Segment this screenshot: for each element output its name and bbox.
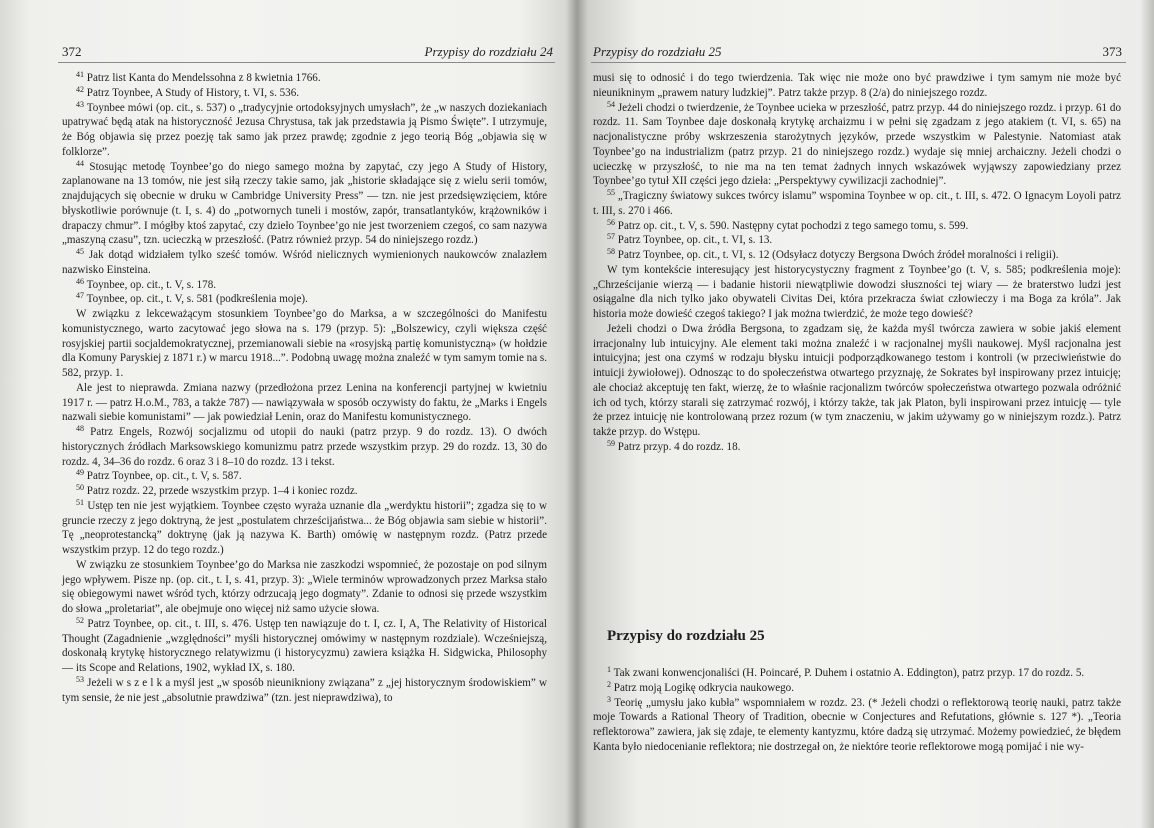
footnote-text: Teorię „umysłu jako kubła” wspomniałem w rozdz. 23. (* Jeżeli chodzi o reflektorową teorię nauki, patrz także moje Towards a Rational Theory of Tradition, obecnie w Conjectures and Refutations, głównie s. 127 *). „Teoria reflektorowa” zawiera, jak się zdaje, te elementy kantyzmu, które dadzą się utrzymać. Możemy powiedzieć, że błędem Kanta było niedocenianie reflektora; nie dostrzegał on, że niektóre teorie reflektorowe mogą pomijać i nie wy- bbox=[593, 696, 1121, 753]
header-rule bbox=[58, 62, 555, 63]
footnote bbox=[62, 499, 547, 558]
footnote-text: musi się to odnosić i do tego twierdzenia. Tak więc nie może ono być prawdziwe i tym samym nie może być nieunikninym „prawem natury ludzkiej”. Patrz także przyp. 8 (2/a) do niniejszego rozdz. bbox=[593, 72, 1121, 99]
footnote-text: Patrz Toynbee, op. cit., t. III, s. 476. Ustęp ten nawiązuje do t. I, cz. I, A, The Relativity of Historical Thought (Zagadnienie „względności” myśli historycznej omówimy w następnym rozdziale). Wcześniejszą, doskonałą krytykę historycznego relatywizmu (i historycyzmu) zawiera książka H. Sidgwicka, Philosophy — its Scope and Relations, 1902, wykład IX, s. 180. bbox=[62, 617, 547, 674]
footnote-text: Patrz Toynbee, A Study of History, t. VI, s. 536. bbox=[84, 86, 300, 99]
footnote bbox=[62, 425, 547, 469]
footnote bbox=[62, 278, 547, 293]
footnote-text: Tak zwani konwencjonaliści (H. Poincaré, P. Duhem i ostatnio A. Eddington), patrz przyp. 17 do rozdz. 5. bbox=[611, 667, 1085, 679]
footnote-number: 51 bbox=[76, 497, 84, 507]
footnote-text: Toynbee, op. cit., t. V, s. 178. bbox=[84, 278, 217, 291]
footnote-text: Jeżeli chodzi o Dwa źródła Bergsona, to zgadzam się, że każda myśl twórcza zawiera w sobie jakiś element irracjonalny lub intuicyjny. Ale element taki można znaleźć i w racjonalnej myśli naukowej. Myśl racjonalna jest intuicyjna; jest ona czymś w rodzaju błysku intuicji podporządkowanego testom i kontroli (w przeciwieństwie do intuicji żywiołowej). Odnosząc to do społeczeństwa otwartego przyznaję, że Sokrates był inspirowany przez intuicję; ale chociaż akceptuję ten fakt, wierzę, że to właśnie racjonalizm twórców społeczeństwa otwartego pozwala odróżnić ich od tych, którzy starali się zatrzymać rozwój, i którzy także, tak jak Platon, byli inspirowani przez intuicję — tyle że przez intuicję nie kontrolowaną przez rozum (w tym znaczeniu, w jakim używamy go w niniejszym rozdz.). Patrz także przyp. do Wstępu. bbox=[593, 322, 1121, 438]
footnote-text: Patrz list Kanta do Mendelssohna z 8 kwietnia 1766. bbox=[84, 72, 321, 84]
footnote bbox=[62, 248, 547, 278]
footnote-text: Patrz przyp. 4 do rozdz. 18. bbox=[615, 440, 741, 453]
page-number: 373 bbox=[1102, 44, 1122, 59]
chapter-heading: Przypisy do rozdziału 25 bbox=[607, 628, 765, 644]
footnote-text: Stosując metodę Toynbee’go do niego samego można by zapytać, czy jego A Study of History, zaplanowane na 13 tomów, nie jest siłą rzeczy takie samo, jak „historie składające się z wielu serii tomów, znajdujących się obecnie w druku w Cambridge University Press” — tzn. nie jest przedsięwzięciem, które błyskotliwie porównuje (t. I, s. 4) do „potwornych tuneli i mostów, zapór, transatlantyków, krążowników i drapaczy chmur”. I mógłby ktoś zapytać, czy dzieło Toynbee’go nie jest tworzeniem czegoś, co sam nazywa „maszyną czasu”, tzn. ucieczką w przeszłość. (Patrz również przyp. 54 do niniejszego rozdz.) bbox=[62, 160, 547, 247]
footnote bbox=[593, 189, 1121, 219]
footnote-number: 42 bbox=[76, 84, 84, 94]
footnote-number: 41 bbox=[76, 70, 84, 79]
footnote bbox=[593, 101, 1121, 190]
footnote-paragraph bbox=[593, 71, 1121, 101]
footnote-number: 55 bbox=[607, 188, 615, 197]
footnote-text: Ustęp ten nie jest wyjątkiem. Toynbee często wyraża uznanie dla „werdyktu historii”; zgadza się to w gruncie rzeczy z jego doktryną, że jest „postulatem chrześcijaństwa... że Bóg objawia sam siebie w historii”. Tę „neoprotestancką” doktrynę (jak ją nazywa K. Barth) omówię w następnym rozdz. (Patrz przede wszystkim przyp. 12 do tego rozdz.) bbox=[62, 499, 547, 556]
footnote bbox=[62, 484, 547, 499]
footnote-text: Patrz Toynbee, op. cit., t. VI, s. 13. bbox=[615, 234, 773, 247]
footnote bbox=[62, 71, 547, 86]
footnote-number: 46 bbox=[76, 276, 84, 286]
footnote-number: 45 bbox=[76, 247, 84, 256]
left-page-text bbox=[62, 71, 547, 705]
footnote-text: „Tragiczny światowy sukces twórcy islamu” wspomina Toynbee w op. cit., t. III, s. 472. O Ignacym Loyoli patrz t. III, s. 270 i 466. bbox=[593, 190, 1121, 217]
right-page-text bbox=[593, 71, 1121, 455]
footnote bbox=[593, 219, 1121, 234]
footnote-number: 48 bbox=[76, 424, 84, 433]
footnote-text: W związku z lekceważącym stosunkiem Toynbee’go do Marksa, a w szczególności do Manifestu komunistycznego, warto zacytować jego słowa na s. 179 (przyp. 5): „Bolszewicy, czyli większa część rosyjskiej partii socjaldemokratycznej, przemianowali siebie na «rosyjską partię komunistyczną» (w hołdzie dla Komuny Paryskiej z 1871 r.) w marcu 1918...”. Podobną uwagę można znaleźć w tym samym tomie na s. 582, przyp. 1. bbox=[62, 308, 547, 379]
footnote-number: 52 bbox=[76, 615, 84, 625]
footnote-text: Patrz moją Logikę odkrycia naukowego. bbox=[611, 681, 794, 694]
page-number: 372 bbox=[62, 44, 82, 59]
footnote-text: W tym kontekście interesujący jest historycystyczny fragment z Toynbee’go (t. V, s. 585; podkreślenia moje): „Chrześcijanie wierzą — i badanie historii niewątpliwie dowodzi słuszności tej wiary — że braterstwo ludzi jest osiągalne dla nich tylko jako obywateli Civitas Dei, która przekracza świat człowieczy i ma Boga za króla”. Jak historia może dowieść czegoś takiego? I jak można twierdzić, że może tego dowieść? bbox=[593, 263, 1121, 320]
footnote-number: 43 bbox=[76, 99, 84, 109]
footnote-paragraph bbox=[62, 307, 547, 381]
footnote bbox=[593, 248, 1121, 263]
footnote-number: 54 bbox=[607, 99, 615, 109]
footnote-text: Patrz rozdz. 22, przede wszystkim przyp. 1–4 i koniec rozdz. bbox=[84, 485, 358, 497]
footnote-text: Jak dotąd widziałem tylko sześć tomów. Wśród nielicznych wymienionych naukowców znalazłem nazwisko Einsteina. bbox=[62, 249, 547, 276]
footnote-number: 2 bbox=[607, 679, 611, 689]
footnote-paragraph bbox=[62, 558, 547, 617]
footnote-number: 59 bbox=[607, 438, 615, 448]
footnote bbox=[62, 469, 547, 484]
footnote-number: 58 bbox=[607, 247, 615, 256]
footnote bbox=[62, 617, 547, 676]
footnote-number: 1 bbox=[607, 665, 611, 674]
footnote-number: 49 bbox=[76, 468, 84, 478]
footnote-number: 47 bbox=[76, 291, 84, 301]
footnote bbox=[593, 681, 1121, 696]
footnote bbox=[62, 292, 547, 307]
right-page bbox=[577, 0, 1154, 828]
footnote-number: 57 bbox=[607, 232, 615, 242]
footnote-paragraph bbox=[62, 381, 547, 425]
footnote-text: Patrz Toynbee, op. cit., t. VI, s. 12 (Odsyłacz dotyczy Bergsona Dwóch źródeł moralności i religii). bbox=[615, 249, 1059, 261]
footnote bbox=[593, 440, 1121, 455]
footnote bbox=[593, 666, 1121, 681]
running-title: Przypisy do rozdziału 25 bbox=[593, 44, 722, 59]
footnote-text: Patrz op. cit., t. V, s. 590. Następny cytat pochodzi z tego samego tomu, s. 599. bbox=[615, 219, 969, 232]
footnote bbox=[62, 86, 547, 101]
footnote bbox=[62, 160, 547, 249]
footnote-text: Jeżeli chodzi o twierdzenie, że Toynbee ucieka w przeszłość, patrz przyp. 44 do niniejszego rozdz. i przyp. 61 do rozdz. 11. Sam Toynbee daje doskonałą krytykę archaizmu i w pełni się zgadzam z jego atakiem (t. VI, s. 65) na nacjonalistyczne próby wskrzeszenia starożytnych języków, przede wszystkim w Palestynie. Natomiast atak Toynbee’go na industrializm (patrz przyp. 21 do niniejszego rozdz.) wydaje się mniej archaiczny. Jeżeli chodzi o ucieczkę w przyszłość, to nie ma na ten temat żadnych innych wskazówek wyjąwszy zapowiedziany przez Toynbee’go tytuł XII części jego dzieła: „Perspektywy cywilizacji zachodniej”. bbox=[593, 101, 1121, 188]
footnote-text: W związku ze stosunkiem Toynbee’go do Marksa nie zaszkodzi wspomnieć, że pozostaje on pod silnym jego wpływem. Pisze np. (op. cit., t. I, s. 41, przyp. 3): „Wiele terminów wprowadzonych przez Marksa stało się obiegowymi nawet wśród tych, którzy odrzucają jego dogmaty”. Zdanie to odnosi się przede wszystkim do słowa „proletariat”, ale obejmuje ono więcej niż samo użycie słowa. bbox=[62, 558, 547, 615]
footnote-number: 56 bbox=[607, 217, 615, 227]
chapter-notes-text bbox=[593, 666, 1121, 755]
footnote-text: Toynbee mówi (op. cit., s. 537) o „tradycyjnie ortodoksyjnych umysłach”, że „w naszych doziekaniach upatrywać będą atak na historyczność Jezusa Chrystusa, tak jak przedstawia ją Pismo Święte”. I utrzymuje, że Bóg objawia się przez poezję tak samo jak przez prawdę; zgodnie z jego teorią Bóg „objawia się w folklorze”. bbox=[62, 101, 547, 158]
footnote-number: 53 bbox=[76, 674, 84, 684]
footnote bbox=[593, 696, 1121, 755]
footnote bbox=[62, 676, 547, 706]
footnote-text: Ale jest to nieprawda. Zmiana nazwy (przedłożona przez Lenina na konferencji partyjnej w kwietniu 1917 r. — patrz H.o.M., 783, a także 787) — nawiązywała w sposób oczywisty do faktu, że „Marks i Engels nazwali siebie komunistami” — jak powiedział Lenin, oraz do Manifestu komunistycznego. bbox=[62, 381, 547, 424]
footnote-number: 50 bbox=[76, 483, 84, 492]
header-rule bbox=[591, 62, 1126, 63]
running-title: Przypisy do rozdziału 24 bbox=[424, 44, 553, 59]
footnote-paragraph bbox=[593, 322, 1121, 440]
footnote-number: 44 bbox=[76, 158, 84, 168]
footnote-text: Toynbee, op. cit., t. V, s. 581 (podkreślenia moje). bbox=[84, 293, 308, 306]
footnote bbox=[593, 233, 1121, 248]
footnote-number: 3 bbox=[607, 694, 611, 704]
footnote bbox=[62, 101, 547, 160]
footnote-text: Patrz Toynbee, op. cit., t. V, s. 587. bbox=[84, 470, 242, 483]
footnote-text: Patrz Engels, Rozwój socjalizmu od utopii do nauki (patrz przyp. 9 do rozdz. 13). O dwóch historycznych źródłach Marksowskiego komunizmu patrz przede wszystkim przyp. 29 do rozdz. 13, 30 do rozdz. 4, 34–36 do rozdz. 6 oraz 3 i 8–10 do rozdz. 13 i tekst. bbox=[62, 426, 547, 468]
footnote-paragraph bbox=[593, 263, 1121, 322]
footnote-text: Jeżeli w s z e l k a myśl jest „w sposób nieunikniony związana” z „jej historycznym środowiskiem” w tym sensie, że nie jest „absolutnie prawdziwa” (tzn. jest nieprawdziwa), to bbox=[62, 676, 547, 704]
